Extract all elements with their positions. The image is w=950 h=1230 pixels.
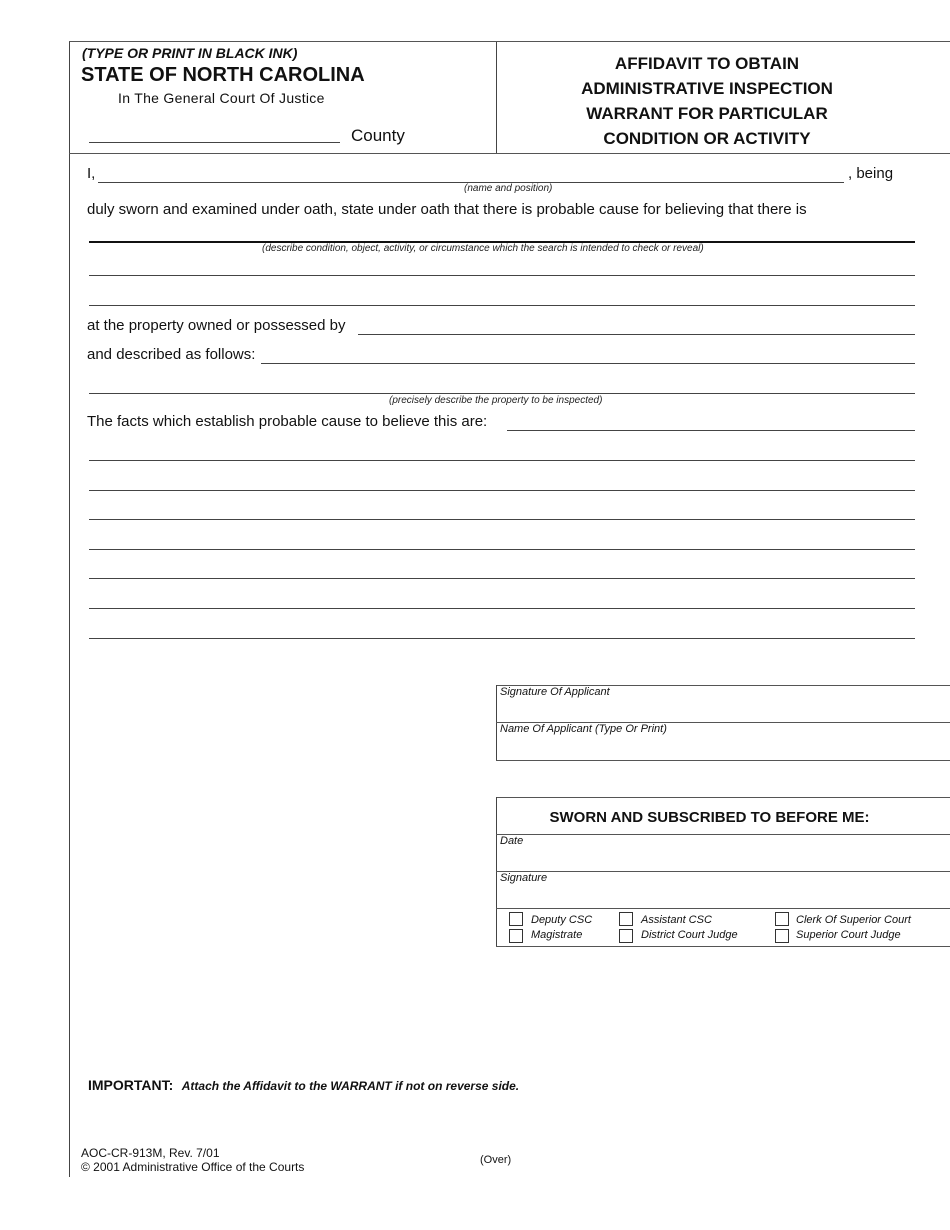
- sworn-date-field[interactable]: [497, 849, 950, 871]
- form-title: [497, 51, 917, 151]
- label-clerk-superior-court: Clerk Of Superior Court: [796, 914, 911, 926]
- sworn-heading-divider: [496, 834, 950, 835]
- property-caption: (precisely describe the property to be inspected): [389, 395, 603, 406]
- label-superior-court-judge: Superior Court Judge: [796, 929, 901, 941]
- facts-line-2[interactable]: [89, 460, 915, 461]
- title-line-2: ADMINISTRATIVE INSPECTION: [581, 79, 833, 98]
- county-field[interactable]: [89, 142, 340, 143]
- ink-instruction: (TYPE OR PRINT IN BLACK INK): [82, 45, 298, 61]
- facts-field-1[interactable]: [507, 430, 915, 431]
- copyright: © 2001 Administrative Office of the Courts: [81, 1160, 305, 1174]
- being-suffix: , being: [848, 165, 894, 182]
- described-label: and described as follows:: [87, 346, 256, 363]
- applicant-signature-label: Signature Of Applicant: [500, 686, 610, 698]
- court-name: In The General Court Of Justice: [118, 90, 325, 106]
- applicant-name-label: Name Of Applicant (Type Or Print): [500, 723, 667, 735]
- i-prefix: I,: [87, 165, 96, 182]
- facts-line-5[interactable]: [89, 549, 915, 550]
- condition-line-3[interactable]: [89, 305, 915, 306]
- property-description-field[interactable]: [261, 363, 915, 364]
- label-assistant-csc: Assistant CSC: [641, 914, 712, 926]
- facts-line-8[interactable]: [89, 638, 915, 639]
- label-magistrate: Magistrate: [531, 929, 583, 941]
- title-line-3: WARRANT FOR PARTICULAR: [586, 104, 828, 123]
- county-label: County: [351, 126, 405, 145]
- property-owned-label: at the property owned or possessed by: [87, 317, 346, 334]
- sworn-statement: duly sworn and examined under oath, state under oath that there is probable cause for believing that there is: [87, 201, 807, 218]
- state-name: STATE OF NORTH CAROLINA: [81, 64, 365, 86]
- label-deputy-csc: Deputy CSC: [531, 914, 593, 926]
- sworn-heading: SWORN AND SUBSCRIBED TO BEFORE ME:: [549, 809, 870, 826]
- form-id: AOC-CR-913M, Rev. 7/01: [81, 1146, 220, 1160]
- facts-label: The facts which establish probable cause to believe this are:: [87, 413, 488, 430]
- sworn-signature-label: Signature: [500, 872, 548, 884]
- condition-line-2[interactable]: [89, 275, 915, 276]
- applicant-name-field[interactable]: [497, 737, 950, 759]
- title-line-4: CONDITION OR ACTIVITY: [603, 129, 811, 148]
- property-owner-field[interactable]: [358, 334, 915, 335]
- sworn-date-divider: [496, 871, 950, 872]
- important-text: Attach the Affidavit to the WARRANT if not on reverse side.: [181, 1079, 520, 1093]
- facts-line-7[interactable]: [89, 608, 915, 609]
- sworn-box-top: [496, 797, 950, 798]
- top-border: [69, 41, 950, 42]
- checkbox-district-court-judge[interactable]: [619, 929, 633, 943]
- applicant-signature-field[interactable]: [497, 700, 950, 722]
- sworn-signature-field[interactable]: [497, 886, 950, 908]
- facts-line-6[interactable]: [89, 578, 915, 579]
- important-note: [88, 1077, 519, 1095]
- label-district-court-judge: District Court Judge: [641, 929, 738, 941]
- checkbox-magistrate[interactable]: [509, 929, 523, 943]
- title-line-1: AFFIDAVIT TO OBTAIN: [614, 54, 800, 73]
- facts-line-4[interactable]: [89, 519, 915, 520]
- checkbox-assistant-csc[interactable]: [619, 912, 633, 926]
- checkbox-superior-court-judge[interactable]: [775, 929, 789, 943]
- header-bottom-border: [69, 153, 950, 154]
- important-label: IMPORTANT:: [88, 1077, 174, 1093]
- sworn-date-label: Date: [500, 835, 524, 847]
- sworn-signature-divider: [496, 908, 950, 909]
- facts-line-3[interactable]: [89, 490, 915, 491]
- applicant-box-bottom: [496, 760, 950, 761]
- property-description-line-2[interactable]: [89, 393, 915, 394]
- checkbox-deputy-csc[interactable]: [509, 912, 523, 926]
- sworn-box-bottom: [496, 946, 950, 947]
- left-border: [69, 42, 70, 1177]
- over-note: (Over): [480, 1154, 512, 1166]
- name-caption: (name and position): [464, 183, 553, 194]
- checkbox-clerk-superior-court[interactable]: [775, 912, 789, 926]
- condition-caption: (describe condition, object, activity, or circumstance which the search is intended to check or reveal): [262, 243, 704, 254]
